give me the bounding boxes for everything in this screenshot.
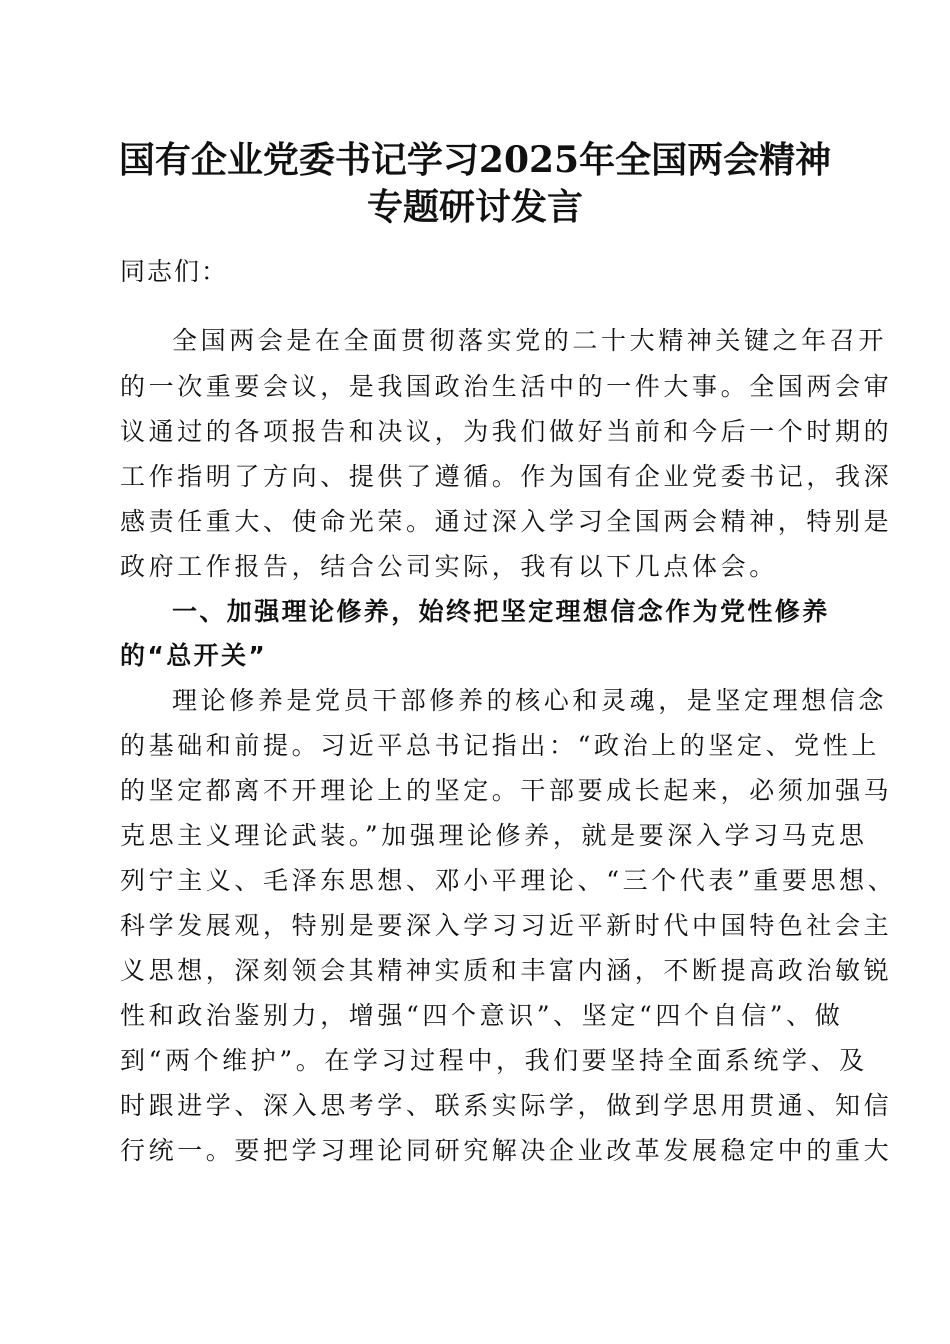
paragraph-1-line: 政府工作报告，结合公司实际，我有以下几点体会。 xyxy=(120,552,778,581)
paragraph-1-line: 感责任重大、使命光荣。通过深入学习全国两会精神，特别是 xyxy=(120,507,893,536)
section-heading-1-continued: 的“总开关” xyxy=(120,641,268,670)
paragraph-2-line: 性和政治鉴别力，增强“四个意识”、坚定“四个自信”、做 xyxy=(120,1001,844,1030)
section-heading-1: 一、加强理论修养，始终把坚定理想信念作为党性修养 xyxy=(172,597,830,626)
paragraph-2-line: 时跟进学、深入思考学、联系实际学，做到学思用贯通、知信 xyxy=(120,1091,893,1120)
paragraph-2-line: 义思想，深刻领会其精神实质和丰富内涵，不断提高政治敏锐 xyxy=(120,956,893,985)
paragraph-1-line: 全国两会是在全面贯彻落实党的二十大精神关键之年召开 xyxy=(172,326,888,355)
paragraph-1-line: 的一次重要会议，是我国政治生活中的一件大事。全国两会审 xyxy=(120,372,893,401)
paragraph-2-line: 列宁主义、毛泽东思想、邓小平理论、“三个代表”重要思想、 xyxy=(120,866,897,895)
document-title-line-1: 国有企业党委书记学习2025年全国两会精神 xyxy=(118,139,832,181)
paragraph-1-line: 议通过的各项报告和决议，为我们做好当前和今后一个时期的 xyxy=(120,417,893,446)
paragraph-2-line: 到“两个维护”。在学习过程中，我们要坚持全面系统学、及 xyxy=(120,1046,868,1075)
paragraph-2-line: 克思主义理论武装。”加强理论修养，就是要深入学习马克思 xyxy=(120,821,868,850)
paragraph-2-line: 科学发展观，特别是要深入学习习近平新时代中国特色社会主 xyxy=(120,911,893,940)
document-title-line-2: 专题研讨发言 xyxy=(366,186,583,228)
salutation: 同志们： xyxy=(120,257,229,286)
paragraph-2-line: 的基础和前提。习近平总书记指出：“政治上的坚定、党性上 xyxy=(120,731,880,760)
paragraph-2-line: 行统一。要把学习理论同研究解决企业改革发展稳定中的重大 xyxy=(120,1136,893,1165)
paragraph-1-line: 工作指明了方向、提供了遵循。作为国有企业党委书记，我深 xyxy=(120,462,893,491)
paragraph-2-line: 的坚定都离不开理论上的坚定。干部要成长起来，必须加强马 xyxy=(120,776,893,805)
paragraph-2-line: 理论修养是党员干部修养的核心和灵魂，是坚定理想信念 xyxy=(172,686,888,715)
